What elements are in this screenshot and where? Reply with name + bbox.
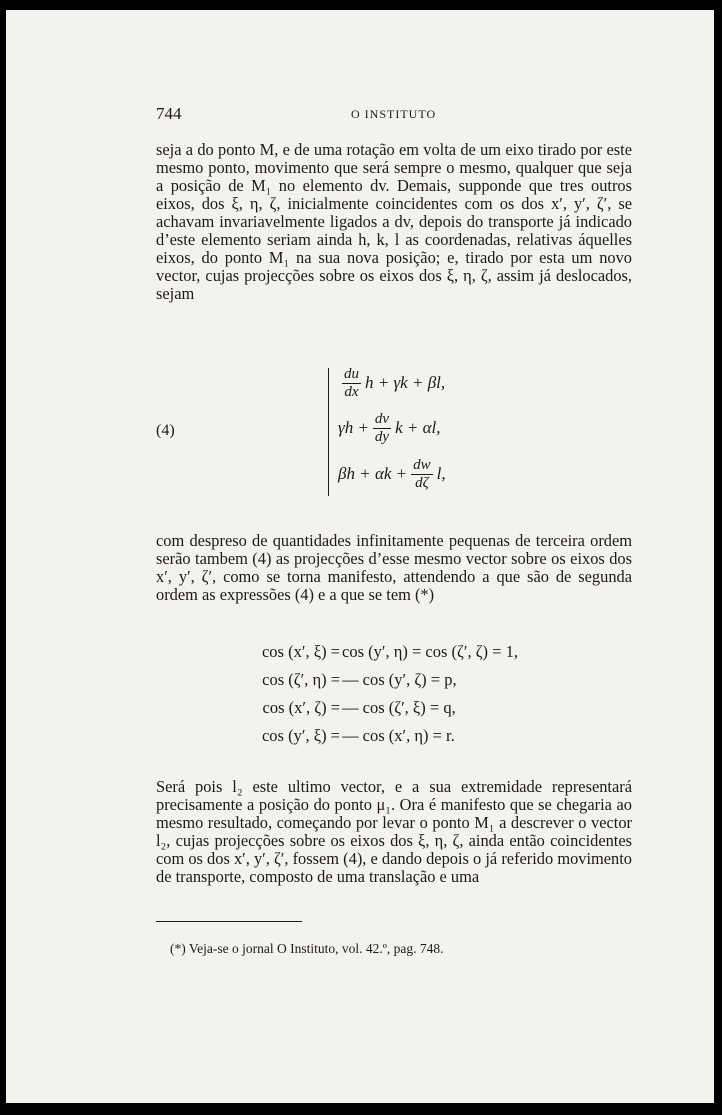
paragraph-2: com despreso de quantidades infinitamente pequenas de terceira ordem serão tambem (4) as projecções d’esse mesmo vector sobre os eixos dos x′, y′, ζ′, como se torna manifesto, attendendo a que são de segunda ordem as expressões (4) e a que se tem (*) [156,531,632,604]
equation-1: $\frac{du}{dx}$ h + γk + βl, [344,365,446,400]
footnote: (*) Veja-se o jornal O Instituto, vol. 42.º, pag. 748. [170,941,444,956]
fraction: $\frac{dv}{dy}$ [374,410,390,445]
fraction: $\frac{dw}{d\zeta}$ [413,456,431,491]
paragraph-3: Será pois l₂ este ultimo vector, e a sua extremidade representará precisamente a posição do ponto μ₁. Ora é manifesto que se chegaria ao mesmo resultado, começando por levar o ponto M₁ a descrever o vector l₂, cujas projecções sobre os eixos dos ξ, η, ζ, ainda então coincidentes com os dos x′, y′, ζ′, fossem (4), e dando depois o já referido movimento de transporte, composto de uma translação e uma [156,777,632,886]
equation-3: βh + αk + $\frac{dw}{d\zeta}$ l, [338,456,446,491]
equation-brace [328,368,337,496]
cosine-equation: cos (y′, ξ) = — cos (x′, η) = r. [261,726,455,745]
equation-number: (4) [156,422,175,439]
page-number: 744 [156,104,182,123]
paragraph-1: seja a do ponto M, e de uma rotação em volta de um eixo tirado por este mesmo ponto, movimento que será sempre o mesmo, qualquer que seja a posição de M₁ no elemento dv. Demais, supponde que tres outros eixos, dos ξ, η, ζ, inicialmente coincidentes com os dos x′, y′, ζ′, se achavam invariavelmente ligados a dv, depois do transporte já indicado d’este elemento seriam ainda h, k, l as coordenadas, relativas áquelles eixos, do ponto M₁ na sua nova posição; e, tirado por esta um novo vector, cujas projecções sobre os eixos dos ξ, η, ζ, assim já deslocados, sejam [156,140,632,303]
footnote-rule [156,921,302,922]
cosine-equation: cos (x′, ξ) = cos (y′, η) = cos (ζ′, ζ) = 1, [261,642,518,661]
book-page [6,10,714,1103]
equation-2: γh + $\frac{dv}{dy}$ k + αl, [338,410,441,445]
fraction: $\frac{du}{dx}$ [344,365,359,400]
cosine-equation: cos (ζ′, η) = — cos (y′, ζ) = p, [262,670,457,689]
cosine-equation: cos (x′, ζ) = — cos (ζ′, ξ) = q, [262,698,456,717]
running-title: O INSTITUTO [351,107,437,121]
